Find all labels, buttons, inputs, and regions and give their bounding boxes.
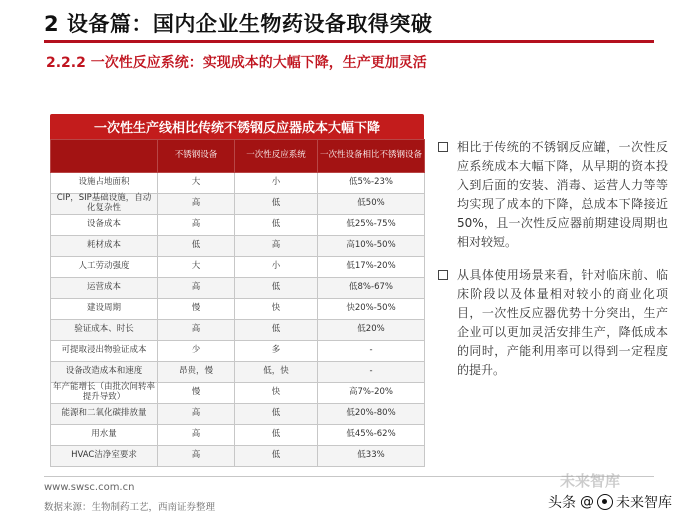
table-cell: - bbox=[318, 362, 425, 383]
title-divider bbox=[44, 40, 654, 43]
table-row bbox=[51, 278, 425, 299]
table-cell: 快20%-50% bbox=[318, 299, 425, 320]
bullet-item bbox=[438, 266, 668, 380]
header-cell: 一次性设备相比不锈钢设备 bbox=[318, 140, 425, 173]
section-title: 2.2.2 一次性反应系统：实现成本的大幅下降，生产更加灵活 bbox=[46, 55, 427, 71]
data-source-note: 数据来源：生物制药工艺，西南证券整理 bbox=[44, 502, 216, 513]
table-cell: 低50% bbox=[318, 194, 425, 215]
page-title: 2 设备篇：国内企业生物药设备取得突破 bbox=[44, 12, 433, 36]
square-bullet-icon bbox=[438, 270, 448, 280]
table-cell: 低45%-62% bbox=[318, 425, 425, 446]
table-cell: 低 bbox=[235, 404, 318, 425]
row-label: 用水量 bbox=[51, 425, 158, 446]
table-cell: 低8%-67% bbox=[318, 278, 425, 299]
comparison-table bbox=[50, 139, 425, 467]
table-cell: 低20% bbox=[318, 320, 425, 341]
bullet-text: 从具体使用场景来看，针对临床前、临床阶段以及体量相对较小的商业化项目，一次性反应器优势十分突出，生产企业可以更加灵活安排生产，降低成本的同时，产能利用率可以得到一定程度的提升。 bbox=[457, 268, 668, 377]
table-cell: 大 bbox=[158, 257, 235, 278]
table-cell: 低 bbox=[235, 425, 318, 446]
table-cell: 高 bbox=[158, 404, 235, 425]
table-row bbox=[51, 173, 425, 194]
table-cell: 低 bbox=[235, 446, 318, 467]
row-label: 设备成本 bbox=[51, 215, 158, 236]
table-row bbox=[51, 194, 425, 215]
table-cell: 高 bbox=[158, 320, 235, 341]
row-label: 验证成本、时长 bbox=[51, 320, 158, 341]
row-label: HVAC洁净室要求 bbox=[51, 446, 158, 467]
table-row bbox=[51, 425, 425, 446]
row-label: 耗材成本 bbox=[51, 236, 158, 257]
row-label: CIP，SIP基础设施，自动化复杂性 bbox=[51, 194, 158, 215]
brand-at: @ bbox=[580, 494, 594, 510]
table-title: 一次性生产线相比传统不锈钢反应器成本大幅下降 bbox=[50, 114, 424, 139]
row-label: 能源和二氧化碳排放量 bbox=[51, 404, 158, 425]
table-cell: 低 bbox=[235, 215, 318, 236]
row-label: 运营成本 bbox=[51, 278, 158, 299]
table-header-row bbox=[51, 140, 425, 173]
comparison-table-container bbox=[50, 114, 424, 467]
brand-name: 未来智库 bbox=[616, 495, 672, 511]
table-cell: 低17%-20% bbox=[318, 257, 425, 278]
table-cell: 小 bbox=[235, 173, 318, 194]
table-cell: 低5%-23% bbox=[318, 173, 425, 194]
table-cell: 高 bbox=[158, 446, 235, 467]
table-cell: 少 bbox=[158, 341, 235, 362]
table-cell: 低33% bbox=[318, 446, 425, 467]
table-row bbox=[51, 362, 425, 383]
table-row bbox=[51, 215, 425, 236]
table-cell: 低20%-80% bbox=[318, 404, 425, 425]
brand-logo-icon bbox=[597, 494, 613, 510]
row-label: 可提取浸出物验证成本 bbox=[51, 341, 158, 362]
table-cell: 高 bbox=[158, 215, 235, 236]
table-cell: 小 bbox=[235, 257, 318, 278]
table-cell: 低 bbox=[235, 320, 318, 341]
table-cell: 多 bbox=[235, 341, 318, 362]
table-cell: 高 bbox=[158, 278, 235, 299]
bullet-list bbox=[438, 138, 668, 394]
header-cell: 一次性反应系统 bbox=[235, 140, 318, 173]
table-row bbox=[51, 404, 425, 425]
table-cell: 低，快 bbox=[235, 362, 318, 383]
table-cell: 快 bbox=[235, 383, 318, 404]
table-row bbox=[51, 446, 425, 467]
table-row bbox=[51, 320, 425, 341]
table-row bbox=[51, 236, 425, 257]
table-cell: 低25%-75% bbox=[318, 215, 425, 236]
brand-prefix: 头条 bbox=[548, 495, 576, 511]
row-label: 设施占地面积 bbox=[51, 173, 158, 194]
brand-credit bbox=[548, 492, 672, 512]
table-cell: 高 bbox=[235, 236, 318, 257]
row-label: 人工劳动强度 bbox=[51, 257, 158, 278]
table-cell: 慢 bbox=[158, 299, 235, 320]
table-cell: - bbox=[318, 341, 425, 362]
table-cell: 慢 bbox=[158, 383, 235, 404]
watermark: 未来智库 bbox=[560, 472, 621, 490]
table-cell: 大 bbox=[158, 173, 235, 194]
table-cell: 高7%-20% bbox=[318, 383, 425, 404]
header-cell: 不锈钢设备 bbox=[158, 140, 235, 173]
table-cell: 高 bbox=[158, 425, 235, 446]
table-row bbox=[51, 299, 425, 320]
header-cell bbox=[51, 140, 158, 173]
bullet-item bbox=[438, 138, 668, 252]
table-cell: 昂贵，慢 bbox=[158, 362, 235, 383]
square-bullet-icon bbox=[438, 142, 448, 152]
row-label: 年产能增长（由批次间转率提升导致） bbox=[51, 383, 158, 404]
row-label: 建设周期 bbox=[51, 299, 158, 320]
table-row bbox=[51, 383, 425, 404]
row-label: 设备改造成本和速度 bbox=[51, 362, 158, 383]
table-cell: 低 bbox=[235, 194, 318, 215]
table-cell: 快 bbox=[235, 299, 318, 320]
table-row bbox=[51, 257, 425, 278]
footer-url: www.swsc.com.cn bbox=[44, 482, 135, 493]
table-cell: 高10%-50% bbox=[318, 236, 425, 257]
table-cell: 低 bbox=[158, 236, 235, 257]
table-cell: 低 bbox=[235, 278, 318, 299]
table-cell: 高 bbox=[158, 194, 235, 215]
table-row bbox=[51, 341, 425, 362]
bullet-text: 相比于传统的不锈钢反应罐，一次性反应系统成本大幅下降，从早期的资本投入到后面的安装、消毒、运营人力等等均实现了成本的下降，总成本下降接近50%，且一次性反应器前期建设周期也相对较短。 bbox=[457, 140, 668, 249]
